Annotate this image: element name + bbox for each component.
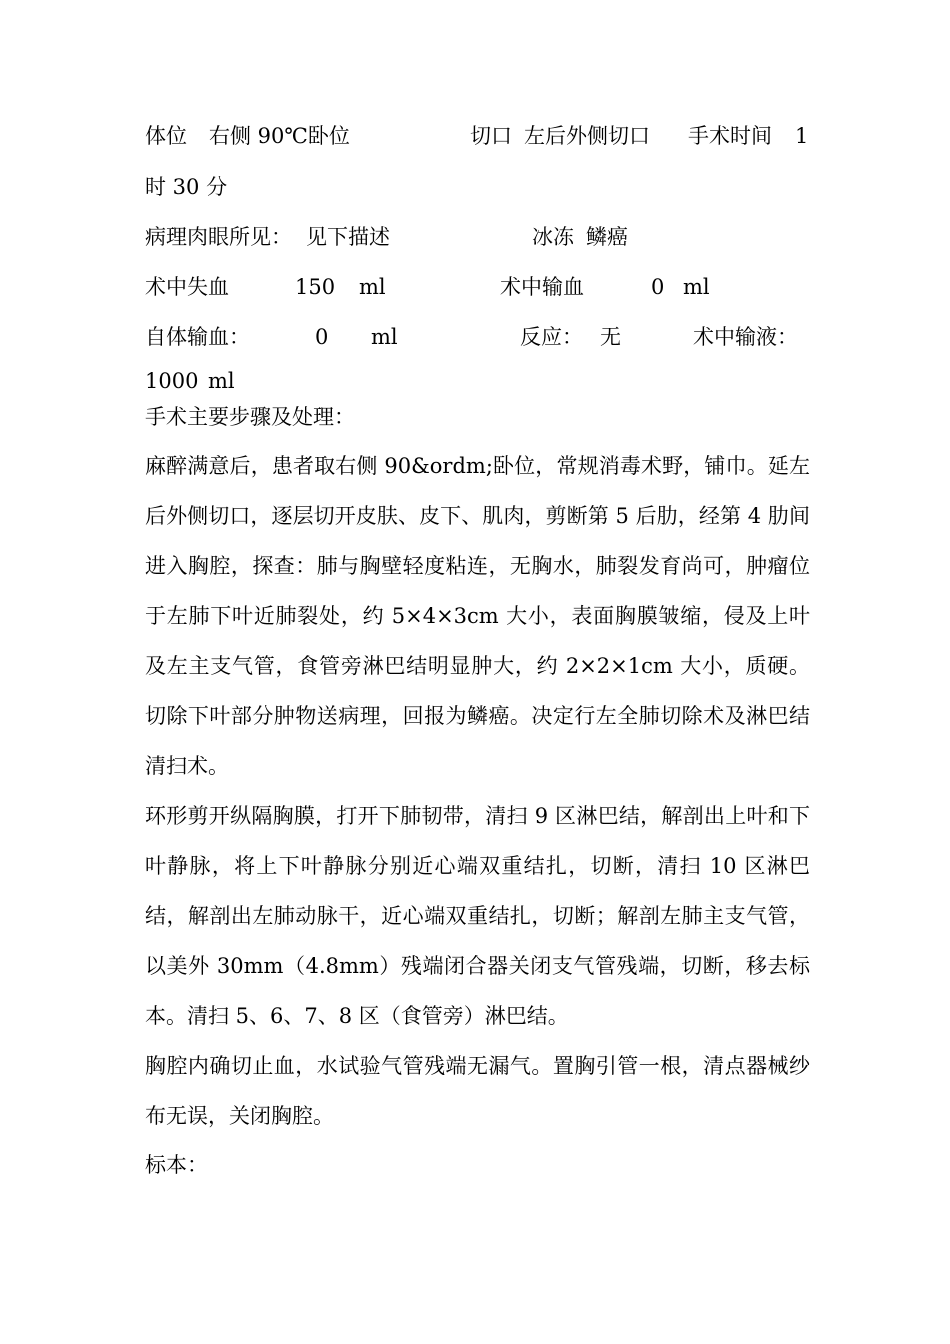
infusion-value: 1000 <box>145 369 199 393</box>
autologous-unit: ml <box>371 325 398 349</box>
duration-value: 1 <box>795 124 809 148</box>
header-row-surgery-info <box>145 124 810 150</box>
procedure-heading: 手术主要步骤及处理： <box>145 405 355 429</box>
pathology-value: 见下描述 <box>306 225 390 249</box>
procedure-paragraph-2: 环形剪开纵隔胸膜，打开下肺韧带，清扫 9 区淋巴结，解剖出上叶和下叶静脉，将上下叶静脉分别近心端双重结扎，切断，清扫 10 区淋巴结，解剖出左肺动脉干，近心端双重结扎，切断；解剖左肺主支气管，以美外 30mm（4.8mm）残端闭合器关闭支气管残端，切断，移去标本。清扫 5、6、7、8 区（食管旁）淋巴结。 <box>145 804 810 1028</box>
frozen-value: 鳞癌 <box>586 225 628 249</box>
position-value: 右侧 90℃卧位 <box>209 124 350 148</box>
transfusion-unit: ml <box>683 275 710 299</box>
infusion-unit: ml <box>208 369 235 393</box>
autologous-label: 自体输血： <box>145 325 250 349</box>
transfusion-value: 0 <box>651 275 665 299</box>
header-row-blood <box>145 275 810 301</box>
blood-loss-label: 术中失血 <box>145 275 229 299</box>
duration-label: 手术时间 <box>688 124 772 148</box>
header-row-pathology <box>145 225 810 251</box>
autologous-value: 0 <box>315 325 329 349</box>
position-label: 体位 <box>145 124 187 148</box>
blood-loss-value: 150 <box>295 275 336 299</box>
blood-loss-unit: ml <box>359 275 386 299</box>
incision-label: 切口 <box>470 124 512 148</box>
reaction-value: 无 <box>600 325 621 349</box>
transfusion-label: 术中输血 <box>500 275 584 299</box>
procedure-paragraph-1: 麻醉满意后，患者取右侧 90&ordm;卧位，常规消毒术野，铺巾。延左后外侧切口，逐层切开皮肤、皮下、肌肉，剪断第 5 后肋，经第 4 肋间进入胸腔，探查：肺与胸壁轻度粘连，无胸水，肺裂发育尚可，肿瘤位于左肺下叶近肺裂处，约 5×4×3cm 大小，表面胸膜皱缩，侵及上叶及左主支气管，食管旁淋巴结明显肿大，约 2×2×1cm 大小，质硬。切除下叶部分肿物送病理，回报为鳞癌。决定行左全肺切除术及淋巴结清扫术。 <box>145 454 810 778</box>
infusion-label: 术中输液： <box>693 325 798 349</box>
incision-value: 左后外侧切口 <box>524 124 650 148</box>
specimen-label: 标本： <box>145 1153 208 1177</box>
frozen-label: 冰冻 <box>532 225 574 249</box>
pathology-label: 病理肉眼所见： <box>145 225 292 249</box>
infusion-value-row <box>145 369 445 395</box>
reaction-label: 反应： <box>520 325 583 349</box>
duration-value-continued: 时 30 分 <box>145 175 228 199</box>
procedure-paragraph-3: 胸腔内确切止血，水试验气管残端无漏气。置胸引管一根，清点器械纱布无误，关闭胸腔。 <box>145 1054 810 1128</box>
header-row-infusion <box>145 325 810 351</box>
